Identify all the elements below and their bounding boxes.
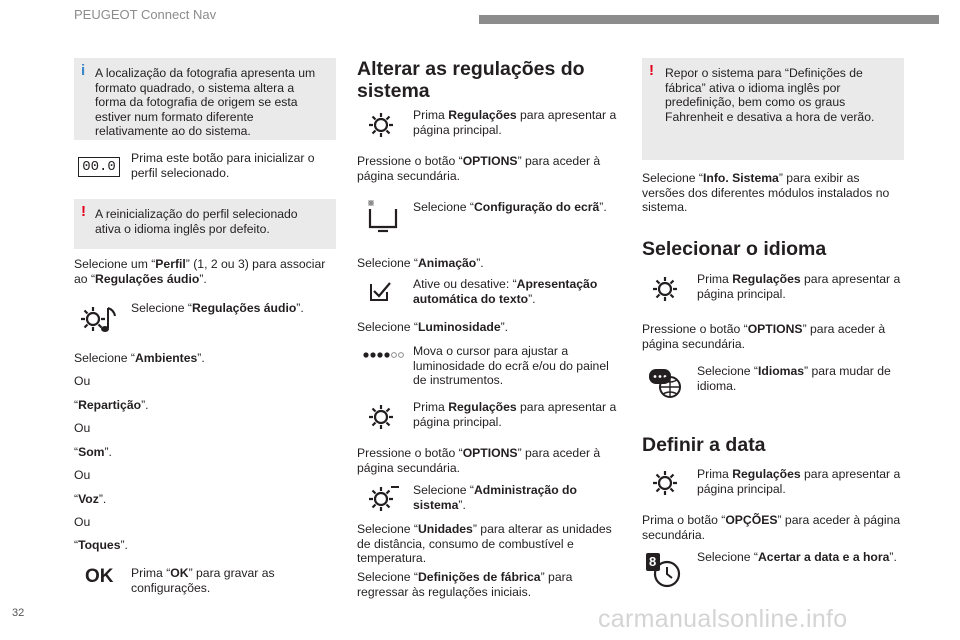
- section-title-system-settings: Alterar as regulações do sistema: [357, 58, 585, 102]
- watermark: carmanualsonline.info: [598, 605, 848, 633]
- admin-text: Selecione “Administração do sistema”.: [413, 483, 577, 512]
- apresentacao-text: Ative ou desative: “Apresentação automática do texto”.: [413, 277, 598, 306]
- or-text-4: Ou: [74, 515, 91, 529]
- reparticao-text: “Repartição”.: [74, 398, 149, 412]
- som-text: “Som”.: [74, 445, 112, 459]
- checkbox-icon: [368, 279, 394, 303]
- select-audio-text: Selecione “Regulações áudio”.: [131, 301, 304, 315]
- warning-note-box: [74, 199, 336, 249]
- section-title-date: Definir a data: [642, 434, 766, 456]
- reset-profile-button-icon: 00.0: [78, 157, 120, 177]
- gear-icon: [366, 402, 396, 432]
- gear-icon: [366, 110, 396, 140]
- gear-music-icon: [76, 302, 122, 336]
- ok-text: Prima “OK” para gravar as configurações.: [131, 566, 275, 595]
- select-profile-text: Selecione um “Perfil” (1, 2 ou 3) para associar ao “Regulações áudio”.: [74, 257, 326, 286]
- options-text-3: Pressione o botão “OPTIONS” para aceder à página secundária.: [642, 322, 886, 351]
- page-number: 32: [12, 607, 25, 619]
- info-note-box: [74, 58, 336, 140]
- screen-icon: [362, 198, 402, 236]
- toques-text: “Toques”.: [74, 538, 128, 552]
- warning-note-box-2: [642, 58, 904, 160]
- warning-mark: !: [81, 203, 86, 220]
- animacao-text: Selecione “Animação”.: [357, 256, 484, 270]
- options-text-1: Pressione o botão “OPTIONS” para aceder à página secundária.: [357, 154, 601, 183]
- section-title-language: Selecionar o idioma: [642, 238, 827, 260]
- header-bar: [479, 15, 939, 24]
- calendar-icon: [645, 550, 685, 590]
- gear-icon: [650, 468, 680, 498]
- or-text-3: Ou: [74, 468, 91, 482]
- prima-regulacoes-text-3: Prima Regulações para apresentar a página principal.: [697, 272, 901, 301]
- unidades-text: Selecione “Unidades” para alterar as unidades de distância, consumo de combustível e temperatura.: [357, 522, 612, 566]
- ok-button-icon: OK: [85, 566, 114, 587]
- prima-regulacoes-text-2: Prima Regulações para apresentar a página principal.: [413, 400, 617, 429]
- info-sistema-text: Selecione “Info. Sistema” para exibir as versões dos diferentes módulos instalados no sistema.: [642, 171, 890, 215]
- gear-admin-icon: [364, 484, 402, 514]
- cursor-text: Mova o cursor para ajustar a luminosidade do ecrã e/ou do painel de instrumentos.: [413, 344, 609, 388]
- gear-icon: [650, 274, 680, 304]
- idiomas-text: Selecione “Idiomas” para mudar de idioma.: [697, 364, 891, 393]
- opcoes-text: Prima o botão “OPÇÕES” para aceder à página secundária.: [642, 513, 901, 542]
- or-text-2: Ou: [74, 421, 91, 435]
- warning-note-text-2: Repor o sistema para “Definições de fábrica” ativa o idioma inglês por predefinição, bem como os graus Fahrenheit e desativa a hora de verão.: [665, 66, 875, 124]
- info-mark: i: [81, 62, 86, 79]
- header-title: PEUGEOT Connect Nav: [74, 7, 217, 22]
- fabrica-text: Selecione “Definições de fábrica” para regressar às regulações iniciais.: [357, 570, 573, 599]
- voz-text: “Voz”.: [74, 492, 107, 506]
- config-ecra-text: Selecione “Configuração do ecrã”.: [413, 200, 607, 214]
- prima-regulacoes-text-1: Prima Regulações para apresentar a página principal.: [413, 108, 617, 137]
- calendar-number: 8: [649, 554, 657, 569]
- options-text-2: Pressione o botão “OPTIONS” para aceder à página secundária.: [357, 446, 601, 475]
- prima-regulacoes-text-4: Prima Regulações para apresentar a página principal.: [697, 467, 901, 496]
- info-note-text: A localização da fotografia apresenta um formato quadrado, o sistema altera a forma da fotografia de origem se esta estiver num formato diferente relativamente ao do sistema.: [95, 66, 316, 139]
- reset-profile-text: Prima este botão para inicializar o perfil selecionado.: [131, 151, 315, 180]
- warning-mark: !: [649, 62, 654, 79]
- or-text-1: Ou: [74, 374, 91, 388]
- luminosidade-text: Selecione “Luminosidade”.: [357, 320, 509, 334]
- language-icon: [646, 365, 686, 401]
- ambientes-text: Selecione “Ambientes”.: [74, 351, 205, 365]
- brightness-icon: [362, 350, 406, 360]
- warning-note-text: A reinicialização do perfil selecionado ativa o idioma inglês por defeito.: [95, 207, 298, 236]
- acertar-text: Selecione “Acertar a data e a hora”.: [697, 550, 897, 564]
